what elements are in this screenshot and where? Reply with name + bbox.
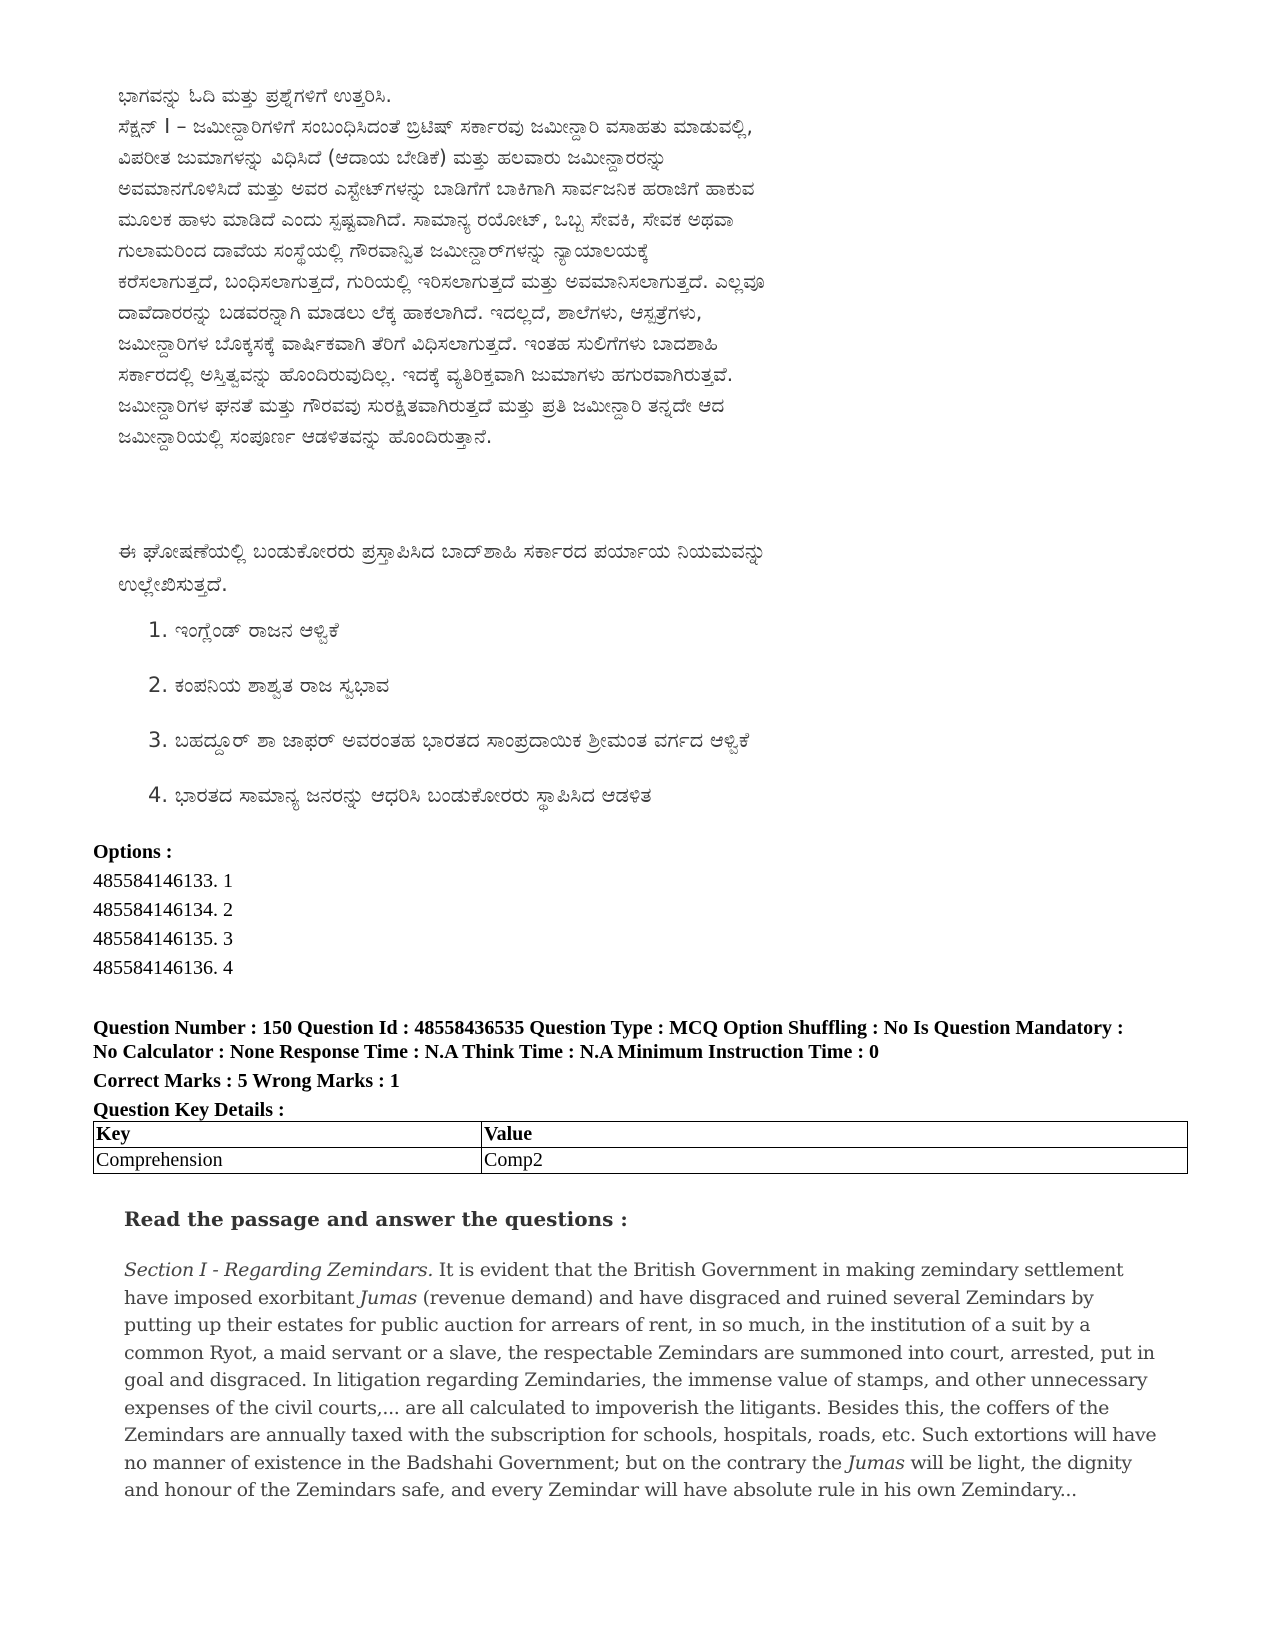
- kannada-question: [118, 535, 1158, 601]
- english-text: will be light, the dignity: [904, 1451, 1132, 1474]
- english-passage: [124, 1257, 1174, 1505]
- english-passage-line: expenses of the civil courts,... are all calculated to impoverish the litigants. Besides this, the coffers of the: [124, 1396, 1109, 1419]
- options-header: Options :: [93, 841, 173, 863]
- key-table-header-key: Key: [94, 1122, 482, 1148]
- english-passage-line: [124, 1285, 1174, 1313]
- question-meta-line1: Question Number : 150 Question Id : 48558436535 Question Type : MCQ Option Shuffling : No Is Question Mandatory :: [93, 1017, 1124, 1039]
- key-table-header-value: Value: [482, 1122, 1188, 1148]
- question-marks: Correct Marks : 5 Wrong Marks : 1: [93, 1070, 400, 1092]
- key-table-header-row: [94, 1122, 1188, 1148]
- english-passage-line: [124, 1257, 1174, 1285]
- english-passage-line: Zemindars are annually taxed with the subscription for schools, hospitals, roads, etc. Such extortions will have: [124, 1424, 1157, 1446]
- jumas-term: Jumas: [359, 1286, 417, 1309]
- english-text: no manner of existence in the Badshahi Government; but on the contrary the: [124, 1451, 848, 1474]
- kannada-passage: [118, 80, 1168, 452]
- kannada-passage-line: ಜಮೀನ್ದಾರಿಗಳ ಬೊಕ್ಕಸಕ್ಕೆ ವಾರ್ಷಿಕವಾಗಿ ತೆರಿಗೆ ವಿಧಿಸಲಾಗುತ್ತದೆ. ಇಂತಹ ಸುಲಿಗೆಗಳು ಬಾದಶಾಹಿ: [118, 331, 718, 355]
- kannada-passage-line: ವಿಪರೀತ ಜುಮಾಗಳನ್ನು ವಿಧಿಸಿದೆ (ಆದಾಯ ಬೇಡಿಕೆ) ಮತ್ತು ಹಲವಾರು ಜಮೀನ್ದಾರರನ್ನು: [118, 145, 667, 169]
- option-item: 485584146135. 3: [93, 928, 233, 950]
- question-key-details-label: Question Key Details :: [93, 1099, 285, 1121]
- kannada-passage-line: ಭಾಗವನ್ನು ಓದಿ ಮತ್ತು ಪ್ರಶ್ನೆಗಳಿಗೆ ಉತ್ತರಿಸಿ.: [118, 83, 392, 107]
- key-table-cell: Comprehension: [94, 1148, 482, 1174]
- kannada-choice-2: 2. ಕಂಪನಿಯ ಶಾಶ್ವತ ರಾಜ ಸ್ವಭಾವ: [148, 673, 390, 697]
- kannada-passage-line: ಸೆಕ್ಷನ್ I – ಜಮೀನ್ದಾರಿಗಳಿಗೆ ಸಂಬಂಧಿಸಿದಂತೆ ಬ್ರಿಟಿಷ್ ಸರ್ಕಾರವು ಜಮೀನ್ದಾರಿ ವಸಾಹತು ಮಾಡುವಲ್ಲಿ,: [118, 114, 753, 138]
- jumas-term: Jumas: [847, 1451, 905, 1474]
- option-item: 485584146134. 2: [93, 899, 233, 921]
- option-item: 485584146136. 4: [93, 957, 233, 979]
- kannada-passage-line: ಜಮೀನ್ದಾರಿಯಲ್ಲಿ ಸಂಪೂರ್ಣ ಆಡಳಿತವನ್ನು ಹೊಂದಿರುತ್ತಾನೆ.: [118, 424, 493, 448]
- table-row: [94, 1148, 1188, 1174]
- kannada-passage-line: ದಾವೆದಾರರನ್ನು ಬಡವರನ್ನಾಗಿ ಮಾಡಲು ಲೆಕ್ಕ ಹಾಕಲಾಗಿದೆ. ಇದಲ್ಲದೆ, ಶಾಲೆಗಳು, ಆಸ್ಪತ್ರೆಗಳು,: [118, 300, 703, 324]
- kannada-passage-line: ಸರ್ಕಾರದಲ್ಲಿ ಅಸ್ತಿತ್ವವನ್ನು ಹೊಂದಿರುವುದಿಲ್ಲ. ಇದಕ್ಕೆ ವ್ಯತಿರಿಕ್ತವಾಗಿ ಜುಮಾಗಳು ಹಗುರವಾಗಿರುತ್ತವೆ.: [118, 362, 734, 386]
- kannada-passage-line: ಅವಮಾನಗೊಳಿಸಿದೆ ಮತ್ತು ಅವರ ಎಸ್ಟೇಟ್‌ಗಳನ್ನು ಬಾಡಿಗೆಗೆ ಬಾಕಿಗಾಗಿ ಸಾರ್ವಜನಿಕ ಹರಾಜಿಗೆ ಹಾಕುವ: [118, 176, 755, 200]
- key-table-cell: Comp2: [482, 1148, 1188, 1174]
- english-text: (revenue demand) and have disgraced and ruined several Zemindars by: [416, 1286, 1094, 1309]
- english-passage-line: putting up their estates for public auction for arrears of rent, in so much, in the institution of a suit by a: [124, 1314, 1091, 1336]
- question-meta-line2: No Calculator : None Response Time : N.A Think Time : N.A Minimum Instruction Time : 0: [93, 1041, 879, 1063]
- question-meta: [93, 1016, 1213, 1122]
- kannada-choice-3: 3. ಬಹದ್ದೂರ್ ಶಾ ಜಾಫರ್ ಅವರಂತಹ ಭಾರತದ ಸಾಂಪ್ರದಾಯಿಕ ಶ್ರೀಮಂತ ವರ್ಗದ ಆಳ್ವಿಕೆ: [148, 728, 750, 752]
- english-passage-line: and honour of the Zemindars safe, and every Zemindar will have absolute rule in his own Zemindary...: [124, 1479, 1077, 1501]
- english-passage-title: Read the passage and answer the questions :: [124, 1207, 628, 1231]
- kannada-question-line: ಈ ಘೋಷಣೆಯಲ್ಲಿ ಬಂಡುಕೋರರು ಪ್ರಸ್ತಾಪಿಸಿದ ಬಾದ್‌ಶಾಹಿ ಸರ್ಕಾರದ ಪರ್ಯಾಯ ನಿಯಮವನ್ನು: [118, 539, 766, 563]
- english-text: have imposed exorbitant: [124, 1286, 360, 1309]
- options-list: [93, 838, 233, 983]
- kannada-choice-1: 1. ಇಂಗ್ಲೆಂಡ್ ರಾಜನ ಆಳ್ವಿಕೆ: [148, 618, 339, 642]
- key-table: [93, 1121, 1188, 1174]
- kannada-question-line: ಉಲ್ಲೇಖಿಸುತ್ತದೆ.: [118, 572, 228, 596]
- kannada-choice-4: 4. ಭಾರತದ ಸಾಮಾನ್ಯ ಜನರನ್ನು ಆಧರಿಸಿ ಬಂಡುಕೋರರು ಸ್ಥಾಪಿಸಿದ ಆಡಳಿತ: [148, 783, 652, 807]
- kannada-passage-line: ಮೂಲಕ ಹಾಳು ಮಾಡಿದೆ ಎಂದು ಸ್ಪಷ್ಟವಾಗಿದೆ. ಸಾಮಾನ್ಯ ರಯೋಟ್, ಒಬ್ಬ ಸೇವಕಿ, ಸೇವಕ ಅಥವಾ: [118, 207, 734, 231]
- english-passage-line: [124, 1450, 1174, 1478]
- english-passage-line: common Ryot, a maid servant or a slave, the respectable Zemindars are summoned into court, arrested, put in: [124, 1341, 1155, 1364]
- kannada-passage-line: ಕರೆಸಲಾಗುತ್ತದೆ, ಬಂಧಿಸಲಾಗುತ್ತದೆ, ಗುರಿಯಲ್ಲಿ ಇರಿಸಲಾಗುತ್ತದೆ ಮತ್ತು ಅವಮಾನಿಸಲಾಗುತ್ತದೆ. ಎಲ್ಲವೂ: [118, 269, 765, 293]
- kannada-passage-line: ಗುಲಾಮರಿಂದ ದಾವೆಯ ಸಂಸ್ಥೆಯಲ್ಲಿ ಗೌರವಾನ್ವಿತ ಜಮೀನ್ದಾರ್‌ಗಳನ್ನು ನ್ಯಾಯಾಲಯಕ್ಕೆ: [118, 238, 649, 262]
- section-label: Section I - Regarding Zemindars.: [124, 1259, 434, 1281]
- option-item: 485584146133. 1: [93, 870, 233, 892]
- kannada-passage-line: ಜಮೀನ್ದಾರಿಗಳ ಘನತೆ ಮತ್ತು ಗೌರವವು ಸುರಕ್ಷಿತವಾಗಿರುತ್ತದೆ ಮತ್ತು ಪ್ರತಿ ಜಮೀನ್ದಾರಿ ತನ್ನದೇ ಆದ: [118, 393, 725, 417]
- english-passage-line: goal and disgraced. In litigation regarding Zemindaries, the immense value of stamps, and other unnecessary: [124, 1369, 1148, 1391]
- english-text: It is evident that the British Government in making zemindary settlement: [433, 1259, 1124, 1281]
